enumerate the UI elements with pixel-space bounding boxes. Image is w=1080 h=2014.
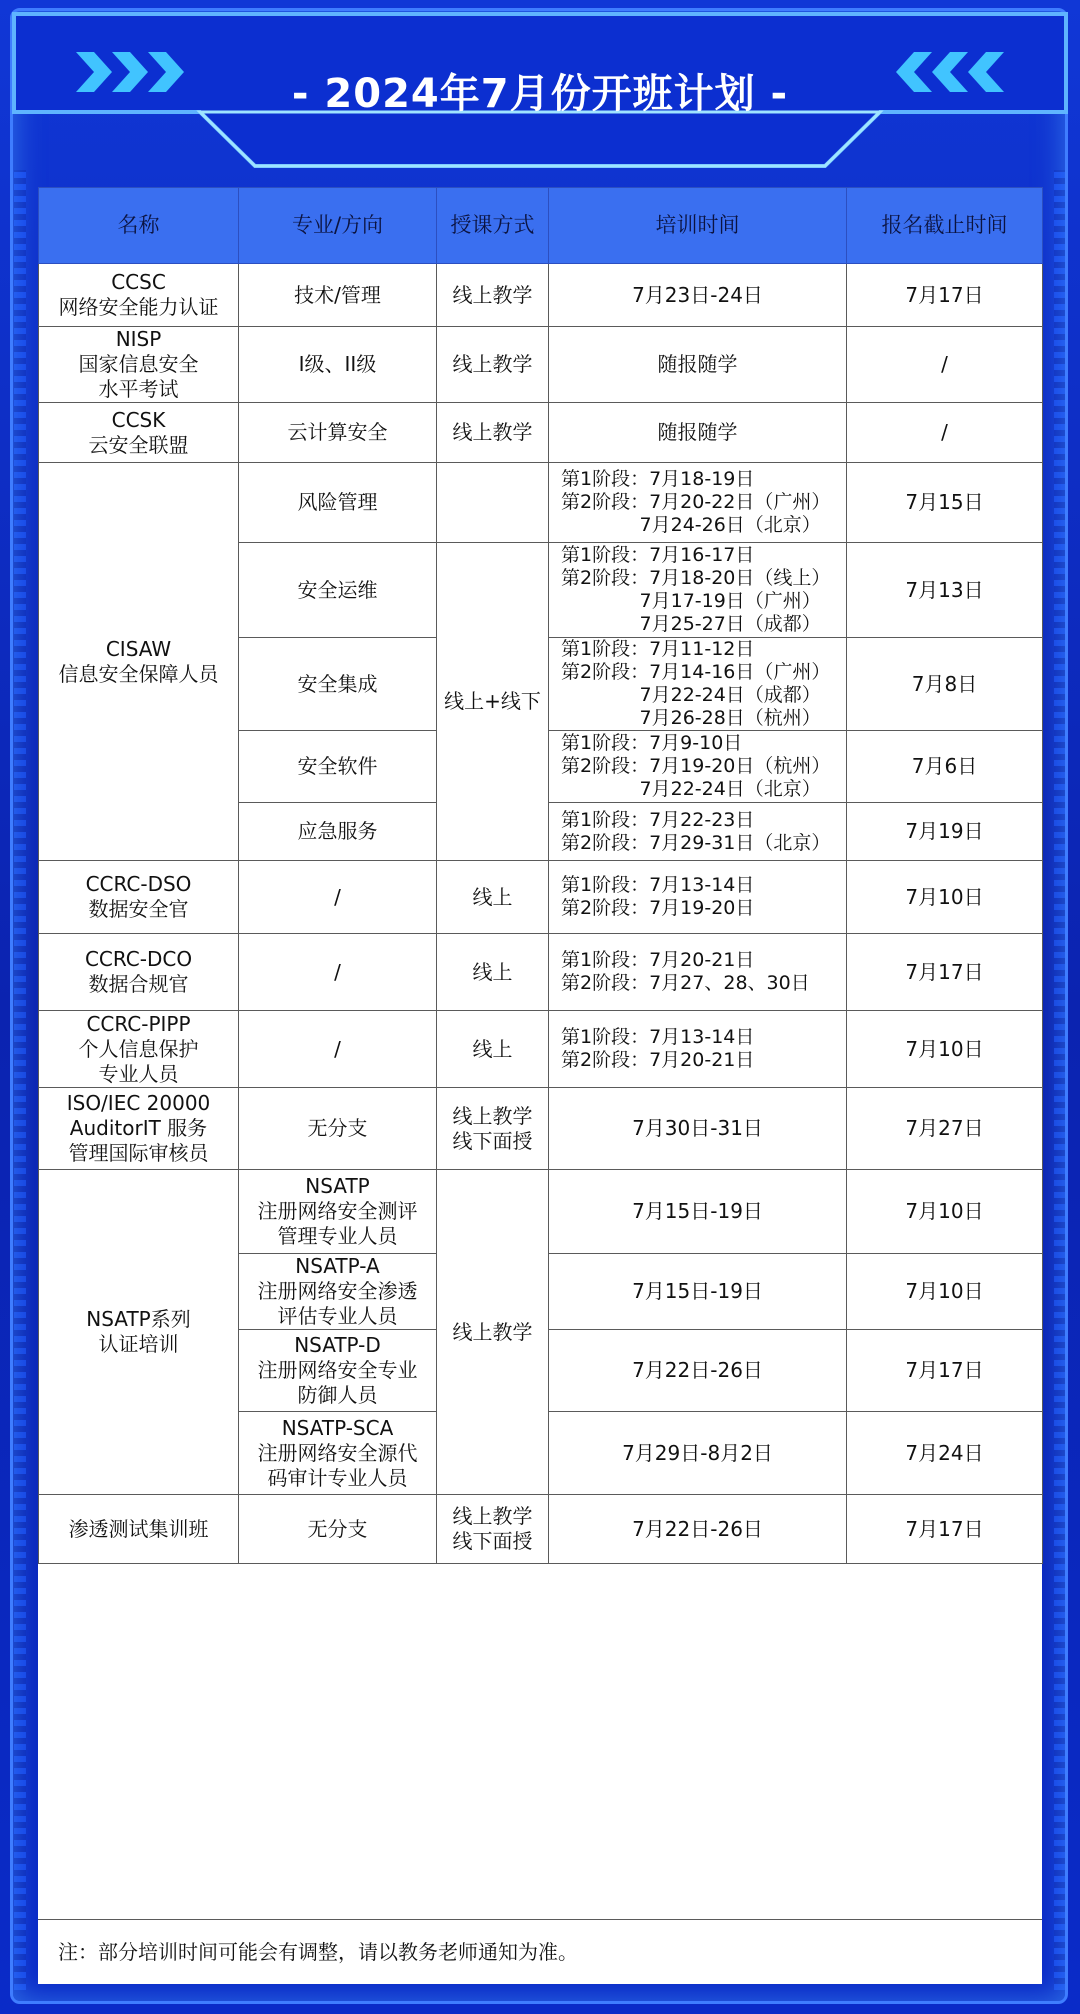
cell-name: [39, 403, 239, 463]
table-row: [39, 463, 1043, 543]
cell-name: [39, 1011, 239, 1088]
cell-line: 随报随学: [657, 352, 738, 376]
cell-line: 7月30日-31日: [632, 1116, 763, 1140]
cell-line: 第2阶段：7月29-31日（北京）: [561, 831, 831, 854]
header-banner: [0, 0, 1080, 175]
cell-name: [39, 1088, 239, 1170]
cell-major: [239, 403, 437, 463]
cell-training-time: [549, 264, 847, 327]
cell-line: 风险管理: [297, 490, 378, 514]
cell-line: 注册网络安全测评: [257, 1199, 418, 1223]
cell-line: 第1阶段：7月13-14日: [561, 1026, 755, 1048]
table-row: [39, 327, 1043, 403]
cell-line: 注册网络安全渗透: [257, 1279, 418, 1303]
cell-line: 第1阶段：7月13-14日: [561, 874, 755, 896]
cell-training-time: [549, 934, 847, 1011]
cell-line: 7月17-19日（广州）: [561, 590, 821, 612]
cell-mode: [437, 327, 549, 403]
table-row: [39, 1088, 1043, 1170]
cell-line: AuditorIT 服务: [69, 1116, 208, 1140]
cell-line: CCRC-PIPP: [86, 1011, 191, 1036]
cell-line: 7月22日-26日: [632, 1358, 763, 1382]
cell-line: 安全软件: [297, 754, 378, 778]
cell-line: 第1阶段：7月20-21日: [561, 949, 755, 971]
cell-line: 线上教学: [452, 282, 533, 307]
cell-line: 第1阶段：7月18-19日: [561, 468, 755, 490]
table-header-row: [39, 188, 1043, 264]
cell-line: 水平考试: [98, 377, 179, 401]
cell-line: 7月22-24日（北京）: [561, 778, 821, 800]
cell-line: 第2阶段：7月18-20日（线上）: [561, 567, 831, 589]
cell-deadline: 7月27日: [847, 1088, 1043, 1170]
cell-line: 应急服务: [297, 819, 378, 843]
cell-major: [239, 463, 437, 543]
footnote: 注：部分培训时间可能会有调整，请以教务老师通知为准。: [38, 1919, 1042, 1984]
cell-line: 国家信息安全: [78, 352, 199, 376]
cell-deadline: 7月17日: [847, 1330, 1043, 1412]
cell-line: NSATP-SCA: [281, 1415, 394, 1440]
cell-major: [239, 264, 437, 327]
cell-major: [239, 327, 437, 403]
cell-training-time: [549, 1412, 847, 1495]
cell-line: /: [334, 1036, 341, 1061]
cell-major: [239, 543, 437, 638]
cell-deadline: 7月10日: [847, 1254, 1043, 1330]
cell-line: 网络安全能力认证: [58, 295, 219, 319]
cell-line: 7月15日-19日: [632, 1279, 763, 1303]
cell-mode: [437, 463, 549, 543]
header-mode: 授课方式: [437, 188, 549, 264]
cell-line: 第1阶段：7月22-23日: [561, 808, 755, 831]
cell-mode: [437, 861, 549, 934]
cell-line: CCSC: [111, 270, 166, 294]
table-row: [39, 403, 1043, 463]
schedule-table: [38, 187, 1043, 1564]
cell-major: [239, 1254, 437, 1330]
cell-deadline: 7月8日: [847, 638, 1043, 731]
cell-line: 安全集成: [297, 671, 378, 696]
cell-training-time: [549, 638, 847, 731]
cell-line: I级、II级: [298, 352, 377, 376]
cell-training-time: [549, 1254, 847, 1330]
cell-mode: [437, 543, 549, 861]
cell-major: [239, 803, 437, 861]
cell-name: [39, 1495, 239, 1564]
cell-line: 专业人员: [98, 1061, 179, 1086]
cell-line: 第2阶段：7月14-16日（广州）: [561, 661, 831, 683]
cell-mode: [437, 1170, 549, 1495]
cell-line: 7月29日-8月2日: [622, 1440, 773, 1465]
cell-line: 安全运维: [297, 577, 378, 602]
cell-line: 评估专业人员: [277, 1304, 398, 1328]
cell-deadline: 7月13日: [847, 543, 1043, 638]
cell-line: NSATP: [305, 1174, 370, 1198]
cell-line: 线上: [472, 959, 513, 984]
cell-mode: [437, 934, 549, 1011]
cell-mode: [437, 1088, 549, 1170]
cell-major: [239, 1088, 437, 1170]
cell-deadline: 7月15日: [847, 463, 1043, 543]
header-time: 培训时间: [549, 188, 847, 264]
cell-training-time: [549, 803, 847, 861]
table-row: [39, 1011, 1043, 1088]
page-title: - 2024年7月份开班计划 -: [291, 71, 789, 117]
header-major: 专业/方向: [239, 188, 437, 264]
cell-name: [39, 264, 239, 327]
cell-training-time: [549, 1330, 847, 1412]
cell-name: [39, 861, 239, 934]
cell-training-time: [549, 403, 847, 463]
cell-major: [239, 861, 437, 934]
cell-mode: [437, 264, 549, 327]
table-row: [39, 1495, 1043, 1564]
cell-deadline: 7月17日: [847, 1495, 1043, 1564]
table-row: [39, 264, 1043, 327]
cell-deadline: 7月10日: [847, 1011, 1043, 1088]
cell-training-time: [549, 861, 847, 934]
cell-line: 7月24-26日（北京）: [561, 514, 821, 536]
cell-line: NSATP系列: [86, 1307, 191, 1331]
table-row: [39, 861, 1043, 934]
cell-training-time: [549, 543, 847, 638]
cell-major: [239, 638, 437, 731]
cell-training-time: [549, 1011, 847, 1088]
cell-deadline: 7月10日: [847, 1170, 1043, 1254]
cell-line: 线下面授: [452, 1128, 533, 1153]
cell-deadline: 7月10日: [847, 861, 1043, 934]
cell-line: 7月15日-19日: [632, 1199, 763, 1223]
cell-line: 信息安全保障人员: [58, 661, 219, 686]
cell-training-time: [549, 327, 847, 403]
cell-deadline: 7月24日: [847, 1412, 1043, 1495]
cell-name: [39, 934, 239, 1011]
cell-line: 渗透测试集训班: [68, 1516, 209, 1541]
cell-training-time: [549, 463, 847, 543]
cell-line: 管理专业人员: [277, 1224, 398, 1248]
cell-line: 第2阶段：7月19-20日（杭州）: [561, 755, 831, 777]
cell-line: 云计算安全: [287, 420, 388, 444]
cell-line: 线上教学: [452, 1103, 533, 1128]
cell-line: 无分支: [307, 1516, 368, 1541]
schedule-table-container: [38, 187, 1042, 1984]
cell-line: 防御人员: [297, 1383, 378, 1407]
header-deadline: 报名截止时间: [847, 188, 1043, 264]
cell-line: 第1阶段：7月11-12日: [561, 638, 755, 660]
cell-line: 第2阶段：7月20-21日: [561, 1049, 755, 1071]
cell-line: /: [334, 959, 341, 984]
cell-line: NSATP-A: [295, 1254, 380, 1278]
cell-line: 管理国际审核员: [68, 1141, 209, 1165]
cell-line: 注册网络安全专业: [257, 1358, 418, 1382]
cell-line: 注册网络安全源代: [257, 1440, 418, 1465]
cell-line: CISAW: [105, 636, 172, 661]
cell-major: [239, 1330, 437, 1412]
table-row: [39, 1170, 1043, 1254]
header-name: 名称: [39, 188, 239, 264]
cell-line: 随报随学: [657, 420, 738, 444]
cell-training-time: [549, 1495, 847, 1564]
cell-deadline: 7月17日: [847, 264, 1043, 327]
cell-deadline: /: [847, 327, 1043, 403]
cell-line: 云安全联盟: [88, 432, 189, 457]
cell-deadline: 7月17日: [847, 934, 1043, 1011]
cell-line: 第1阶段：7月16-17日: [561, 544, 755, 566]
cell-major: [239, 1495, 437, 1564]
cell-line: 第1阶段：7月9-10日: [561, 732, 743, 754]
cell-line: 线上: [472, 884, 513, 909]
cell-line: /: [334, 884, 341, 909]
cell-deadline: /: [847, 403, 1043, 463]
cell-name: [39, 463, 239, 861]
cell-line: 个人信息保护: [78, 1036, 199, 1061]
cell-deadline: 7月6日: [847, 731, 1043, 803]
cell-line: CCRC-DCO: [84, 947, 193, 971]
cell-line: 第2阶段：7月27、28、30日: [561, 972, 810, 994]
cell-line: 线上教学: [452, 420, 533, 444]
cell-deadline: 7月19日: [847, 803, 1043, 861]
cell-line: ISO/IEC 20000: [66, 1091, 211, 1115]
cell-line: NISP: [115, 327, 162, 351]
cell-line: 线上教学: [452, 1319, 533, 1344]
cell-line: 线上教学: [452, 1504, 533, 1528]
cell-line: 7月22-24日（成都）: [561, 684, 821, 706]
cell-line: 数据安全官: [88, 897, 189, 921]
cell-training-time: [549, 1170, 847, 1254]
cell-training-time: [549, 1088, 847, 1170]
cell-line: 数据合规官: [88, 972, 189, 996]
cell-major: [239, 731, 437, 803]
cell-line: 7月25-27日（成都）: [561, 613, 821, 635]
cell-line: 码审计专业人员: [267, 1465, 408, 1490]
cell-line: 线下面授: [452, 1529, 533, 1553]
cell-name: [39, 327, 239, 403]
cell-line: 7月26-28日（杭州）: [561, 707, 821, 729]
cell-line: 第2阶段：7月20-22日（广州）: [561, 491, 831, 513]
cell-line: 认证培训: [98, 1332, 179, 1356]
cell-major: [239, 1011, 437, 1088]
cell-line: 线上+线下: [444, 689, 541, 713]
cell-mode: [437, 1495, 549, 1564]
cell-line: 7月23日-24日: [632, 282, 763, 307]
cell-line: 线上教学: [452, 352, 533, 376]
cell-line: CCSK: [111, 407, 166, 432]
cell-line: CCRC-DSO: [85, 872, 192, 896]
cell-name: [39, 1170, 239, 1495]
cell-line: 第2阶段：7月19-20日: [561, 897, 755, 919]
cell-mode: [437, 403, 549, 463]
cell-line: 无分支: [307, 1116, 368, 1140]
cell-line: NSATP-D: [294, 1333, 381, 1357]
cell-training-time: [549, 731, 847, 803]
table-row: [39, 934, 1043, 1011]
cell-line: 技术/管理: [294, 282, 381, 307]
cell-line: 线上: [472, 1036, 513, 1061]
cell-line: 7月22日-26日: [632, 1516, 763, 1541]
cell-mode: [437, 1011, 549, 1088]
cell-major: [239, 1412, 437, 1495]
cell-major: [239, 934, 437, 1011]
cell-major: [239, 1170, 437, 1254]
